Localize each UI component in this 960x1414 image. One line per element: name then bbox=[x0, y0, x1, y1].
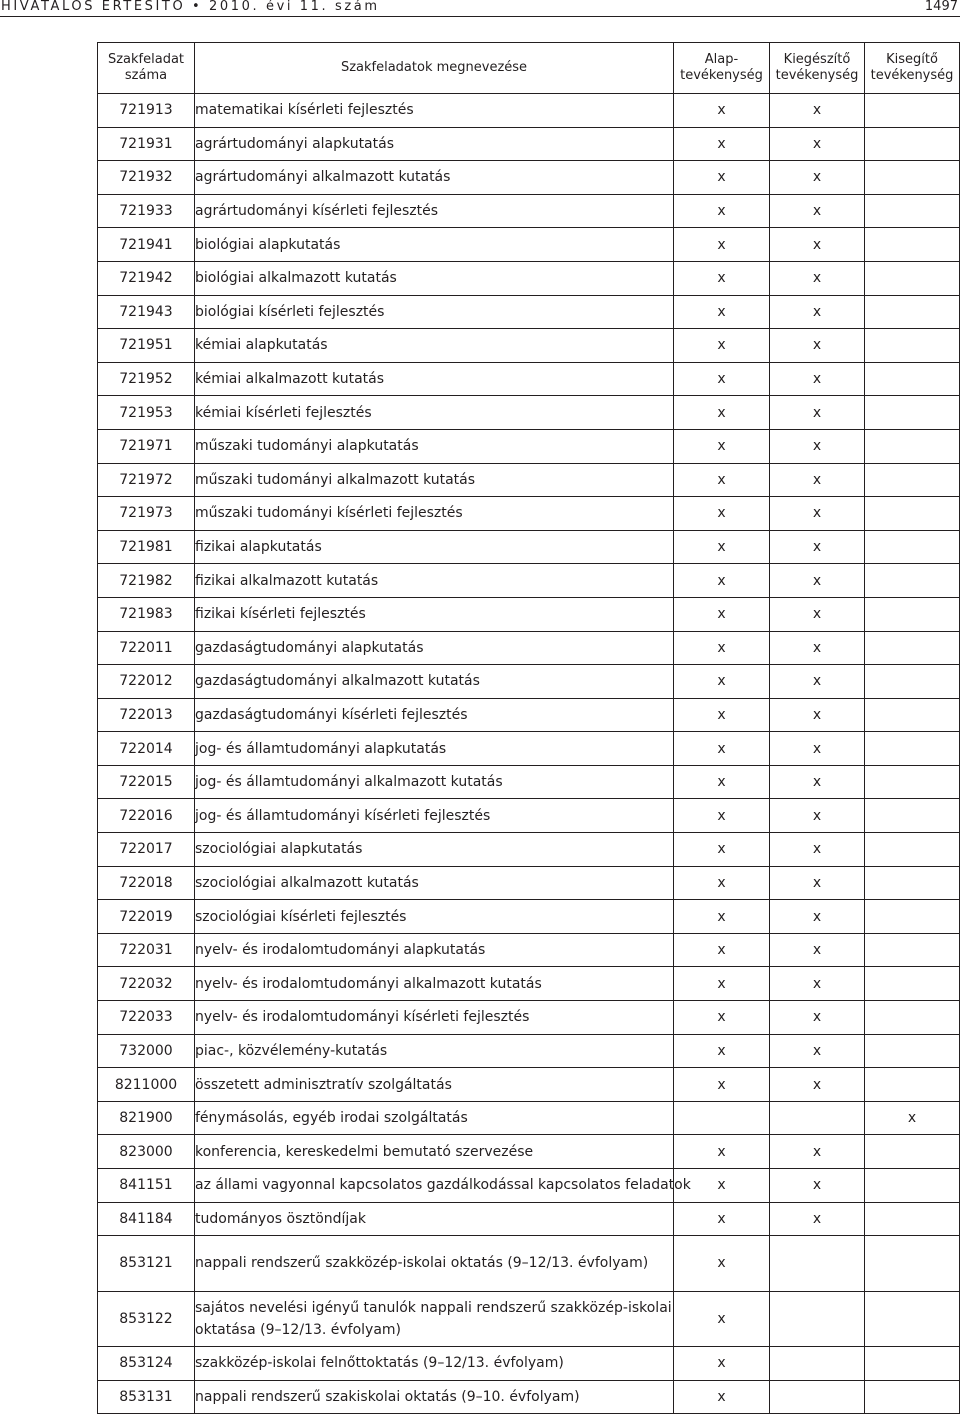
row-auxiliary-mark bbox=[865, 1380, 960, 1414]
row-auxiliary-mark bbox=[865, 765, 960, 799]
row-auxiliary-mark bbox=[865, 194, 960, 228]
row-supplementary-mark: x bbox=[770, 1068, 865, 1102]
table-row bbox=[98, 530, 960, 564]
row-basic-mark: x bbox=[674, 127, 770, 161]
row-supplementary-mark: x bbox=[770, 396, 865, 430]
row-code: 732000 bbox=[98, 1034, 195, 1068]
row-code: 853131 bbox=[98, 1380, 195, 1414]
table-row bbox=[98, 429, 960, 463]
row-code: 8211000 bbox=[98, 1068, 195, 1102]
table-row bbox=[98, 900, 960, 934]
row-basic-mark: x bbox=[674, 900, 770, 934]
row-auxiliary-mark bbox=[865, 1068, 960, 1102]
table-row bbox=[98, 194, 960, 228]
table-row bbox=[98, 161, 960, 195]
column-header-auxiliary: Kisegítő tevékenység bbox=[865, 43, 960, 94]
row-supplementary-mark bbox=[770, 1236, 865, 1292]
row-name: műszaki tudományi kísérleti fejlesztés bbox=[195, 497, 674, 531]
page-number: 1497 bbox=[924, 0, 958, 14]
row-auxiliary-mark bbox=[865, 1034, 960, 1068]
row-supplementary-mark: x bbox=[770, 1001, 865, 1035]
row-code: 721953 bbox=[98, 396, 195, 430]
row-code: 721933 bbox=[98, 194, 195, 228]
row-name: gazdaságtudományi alkalmazott kutatás bbox=[195, 665, 674, 699]
row-name: tudományos ösztöndíjak bbox=[195, 1202, 674, 1236]
row-code: 721973 bbox=[98, 497, 195, 531]
row-auxiliary-mark bbox=[865, 127, 960, 161]
row-supplementary-mark: x bbox=[770, 665, 865, 699]
row-name: agrártudományi kísérleti fejlesztés bbox=[195, 194, 674, 228]
row-basic-mark: x bbox=[674, 329, 770, 363]
row-auxiliary-mark bbox=[865, 429, 960, 463]
row-auxiliary-mark bbox=[865, 497, 960, 531]
row-auxiliary-mark bbox=[865, 295, 960, 329]
row-name: kémiai alkalmazott kutatás bbox=[195, 362, 674, 396]
row-name: agrártudományi alkalmazott kutatás bbox=[195, 161, 674, 195]
row-code: 721942 bbox=[98, 261, 195, 295]
row-basic-mark: x bbox=[674, 799, 770, 833]
row-supplementary-mark: x bbox=[770, 833, 865, 867]
row-code: 821900 bbox=[98, 1101, 195, 1135]
table-row bbox=[98, 866, 960, 900]
row-name: agrártudományi alapkutatás bbox=[195, 127, 674, 161]
row-supplementary-mark: x bbox=[770, 597, 865, 631]
row-basic-mark: x bbox=[674, 530, 770, 564]
row-code: 721951 bbox=[98, 329, 195, 363]
activity-table bbox=[97, 42, 960, 1414]
row-code: 721932 bbox=[98, 161, 195, 195]
table-row bbox=[98, 127, 960, 161]
row-supplementary-mark: x bbox=[770, 967, 865, 1001]
row-code: 722017 bbox=[98, 833, 195, 867]
row-code: 721941 bbox=[98, 228, 195, 262]
row-name: nyelv- és irodalomtudományi alapkutatás bbox=[195, 933, 674, 967]
row-auxiliary-mark bbox=[865, 228, 960, 262]
row-basic-mark: x bbox=[674, 295, 770, 329]
row-auxiliary-mark bbox=[865, 161, 960, 195]
row-basic-mark: x bbox=[674, 765, 770, 799]
table-row bbox=[98, 1135, 960, 1169]
row-basic-mark: x bbox=[674, 597, 770, 631]
row-basic-mark: x bbox=[674, 362, 770, 396]
table-row bbox=[98, 799, 960, 833]
row-code: 722032 bbox=[98, 967, 195, 1001]
row-supplementary-mark bbox=[770, 1380, 865, 1414]
row-name: sajátos nevelési igényű tanulók nappali rendszerű szakközép-iskolai oktatása (9–12/13. évfolyam) bbox=[195, 1291, 674, 1347]
row-name: jog- és államtudományi kísérleti fejlesztés bbox=[195, 799, 674, 833]
row-code: 721981 bbox=[98, 530, 195, 564]
row-supplementary-mark: x bbox=[770, 1202, 865, 1236]
row-code: 721943 bbox=[98, 295, 195, 329]
row-auxiliary-mark bbox=[865, 261, 960, 295]
row-auxiliary-mark bbox=[865, 329, 960, 363]
row-name: jog- és államtudományi alapkutatás bbox=[195, 732, 674, 766]
row-basic-mark: x bbox=[674, 94, 770, 128]
table-row bbox=[98, 1347, 960, 1381]
table-row bbox=[98, 765, 960, 799]
row-supplementary-mark: x bbox=[770, 429, 865, 463]
row-code: 721931 bbox=[98, 127, 195, 161]
table-row bbox=[98, 698, 960, 732]
column-header-code: Szakfeladat száma bbox=[98, 43, 195, 94]
row-code: 722011 bbox=[98, 631, 195, 665]
row-supplementary-mark: x bbox=[770, 94, 865, 128]
table-row bbox=[98, 1291, 960, 1347]
row-name: kémiai kísérleti fejlesztés bbox=[195, 396, 674, 430]
row-basic-mark: x bbox=[674, 1347, 770, 1381]
column-header-supplementary: Kiegészítő tevékenység bbox=[770, 43, 865, 94]
row-code: 721982 bbox=[98, 564, 195, 598]
row-name: műszaki tudományi alapkutatás bbox=[195, 429, 674, 463]
table-row bbox=[98, 1169, 960, 1203]
row-auxiliary-mark bbox=[865, 833, 960, 867]
row-basic-mark: x bbox=[674, 1034, 770, 1068]
row-auxiliary-mark bbox=[865, 631, 960, 665]
row-name: műszaki tudományi alkalmazott kutatás bbox=[195, 463, 674, 497]
row-code: 721913 bbox=[98, 94, 195, 128]
row-name: nyelv- és irodalomtudományi alkalmazott kutatás bbox=[195, 967, 674, 1001]
row-auxiliary-mark bbox=[865, 933, 960, 967]
row-basic-mark: x bbox=[674, 1068, 770, 1102]
row-supplementary-mark bbox=[770, 1101, 865, 1135]
row-auxiliary-mark bbox=[865, 396, 960, 430]
row-name: nappali rendszerű szakiskolai oktatás (9–10. évfolyam) bbox=[195, 1380, 674, 1414]
row-auxiliary-mark bbox=[865, 1169, 960, 1203]
table-header-row bbox=[98, 43, 960, 94]
row-name: biológiai alkalmazott kutatás bbox=[195, 261, 674, 295]
table-row bbox=[98, 665, 960, 699]
row-auxiliary-mark bbox=[865, 1291, 960, 1347]
row-name: szociológiai kísérleti fejlesztés bbox=[195, 900, 674, 934]
row-code: 722012 bbox=[98, 665, 195, 699]
row-code: 841184 bbox=[98, 1202, 195, 1236]
row-code: 721983 bbox=[98, 597, 195, 631]
row-supplementary-mark: x bbox=[770, 497, 865, 531]
row-supplementary-mark: x bbox=[770, 295, 865, 329]
column-header-basic: Alap- tevékenység bbox=[674, 43, 770, 94]
row-basic-mark: x bbox=[674, 1169, 770, 1203]
row-basic-mark: x bbox=[674, 161, 770, 195]
row-code: 721972 bbox=[98, 463, 195, 497]
table-row bbox=[98, 1101, 960, 1135]
row-name: matematikai kísérleti fejlesztés bbox=[195, 94, 674, 128]
row-name: fénymásolás, egyéb irodai szolgáltatás bbox=[195, 1101, 674, 1135]
row-basic-mark: x bbox=[674, 933, 770, 967]
row-name: nappali rendszerű szakközép-iskolai oktatás (9–12/13. évfolyam) bbox=[195, 1236, 674, 1292]
row-basic-mark: x bbox=[674, 665, 770, 699]
row-code: 722018 bbox=[98, 866, 195, 900]
row-supplementary-mark: x bbox=[770, 329, 865, 363]
row-name: konferencia, kereskedelmi bemutató szervezése bbox=[195, 1135, 674, 1169]
row-code: 722031 bbox=[98, 933, 195, 967]
table-row bbox=[98, 967, 960, 1001]
row-auxiliary-mark bbox=[865, 900, 960, 934]
row-name: szociológiai alapkutatás bbox=[195, 833, 674, 867]
row-supplementary-mark: x bbox=[770, 161, 865, 195]
row-supplementary-mark: x bbox=[770, 1135, 865, 1169]
row-code: 823000 bbox=[98, 1135, 195, 1169]
row-name: gazdaságtudományi kísérleti fejlesztés bbox=[195, 698, 674, 732]
row-name: fizikai alapkutatás bbox=[195, 530, 674, 564]
row-basic-mark: x bbox=[674, 1135, 770, 1169]
row-name: biológiai alapkutatás bbox=[195, 228, 674, 262]
row-name: piac-, közvélemény-kutatás bbox=[195, 1034, 674, 1068]
row-code: 853122 bbox=[98, 1291, 195, 1347]
column-header-name: Szakfeladatok megnevezése bbox=[195, 43, 674, 94]
row-supplementary-mark: x bbox=[770, 463, 865, 497]
row-auxiliary-mark bbox=[865, 597, 960, 631]
row-auxiliary-mark bbox=[865, 1001, 960, 1035]
row-name: fizikai kísérleti fejlesztés bbox=[195, 597, 674, 631]
row-basic-mark: x bbox=[674, 429, 770, 463]
row-code: 722019 bbox=[98, 900, 195, 934]
row-supplementary-mark: x bbox=[770, 698, 865, 732]
row-basic-mark: x bbox=[674, 1236, 770, 1292]
table-row bbox=[98, 362, 960, 396]
row-supplementary-mark: x bbox=[770, 1169, 865, 1203]
row-supplementary-mark: x bbox=[770, 933, 865, 967]
table-row bbox=[98, 1001, 960, 1035]
table-row bbox=[98, 329, 960, 363]
row-name: szociológiai alkalmazott kutatás bbox=[195, 866, 674, 900]
row-auxiliary-mark bbox=[865, 1202, 960, 1236]
row-basic-mark: x bbox=[674, 463, 770, 497]
row-basic-mark: x bbox=[674, 1380, 770, 1414]
row-name: jog- és államtudományi alkalmazott kutatás bbox=[195, 765, 674, 799]
row-code: 841151 bbox=[98, 1169, 195, 1203]
journal-title: HIVATALOS ÉRTESÍTŐ • 2010. évi 11. szám bbox=[1, 0, 380, 14]
table-row bbox=[98, 1236, 960, 1292]
row-supplementary-mark: x bbox=[770, 765, 865, 799]
row-auxiliary-mark bbox=[865, 799, 960, 833]
table-row bbox=[98, 732, 960, 766]
row-basic-mark: x bbox=[674, 631, 770, 665]
row-code: 722033 bbox=[98, 1001, 195, 1035]
row-auxiliary-mark bbox=[865, 866, 960, 900]
row-code: 722013 bbox=[98, 698, 195, 732]
table-row bbox=[98, 295, 960, 329]
row-code: 722015 bbox=[98, 765, 195, 799]
row-basic-mark: x bbox=[674, 194, 770, 228]
row-auxiliary-mark bbox=[865, 665, 960, 699]
row-auxiliary-mark bbox=[865, 463, 960, 497]
table-row bbox=[98, 1380, 960, 1414]
row-auxiliary-mark bbox=[865, 1347, 960, 1381]
row-name: fizikai alkalmazott kutatás bbox=[195, 564, 674, 598]
row-auxiliary-mark bbox=[865, 698, 960, 732]
row-auxiliary-mark bbox=[865, 362, 960, 396]
row-basic-mark bbox=[674, 1101, 770, 1135]
row-supplementary-mark: x bbox=[770, 1034, 865, 1068]
row-supplementary-mark: x bbox=[770, 631, 865, 665]
row-supplementary-mark: x bbox=[770, 530, 865, 564]
row-code: 722014 bbox=[98, 732, 195, 766]
row-supplementary-mark bbox=[770, 1291, 865, 1347]
table-row bbox=[98, 597, 960, 631]
row-basic-mark: x bbox=[674, 1291, 770, 1347]
row-name: biológiai kísérleti fejlesztés bbox=[195, 295, 674, 329]
row-auxiliary-mark bbox=[865, 564, 960, 598]
row-code: 853124 bbox=[98, 1347, 195, 1381]
row-name: kémiai alapkutatás bbox=[195, 329, 674, 363]
row-auxiliary-mark bbox=[865, 530, 960, 564]
row-auxiliary-mark bbox=[865, 732, 960, 766]
table-row bbox=[98, 564, 960, 598]
row-auxiliary-mark: x bbox=[865, 1101, 960, 1135]
row-auxiliary-mark bbox=[865, 1135, 960, 1169]
table-row bbox=[98, 463, 960, 497]
table-row bbox=[98, 1034, 960, 1068]
row-supplementary-mark: x bbox=[770, 261, 865, 295]
row-code: 853121 bbox=[98, 1236, 195, 1292]
row-basic-mark: x bbox=[674, 564, 770, 598]
table-row bbox=[98, 94, 960, 128]
row-basic-mark: x bbox=[674, 261, 770, 295]
row-supplementary-mark bbox=[770, 1347, 865, 1381]
row-basic-mark: x bbox=[674, 1001, 770, 1035]
row-auxiliary-mark bbox=[865, 1236, 960, 1292]
row-supplementary-mark: x bbox=[770, 194, 865, 228]
row-supplementary-mark: x bbox=[770, 564, 865, 598]
row-supplementary-mark: x bbox=[770, 362, 865, 396]
row-code: 722016 bbox=[98, 799, 195, 833]
row-supplementary-mark: x bbox=[770, 127, 865, 161]
row-basic-mark: x bbox=[674, 967, 770, 1001]
table-body bbox=[98, 94, 960, 1414]
row-name: gazdaságtudományi alapkutatás bbox=[195, 631, 674, 665]
row-supplementary-mark: x bbox=[770, 866, 865, 900]
row-supplementary-mark: x bbox=[770, 900, 865, 934]
row-supplementary-mark: x bbox=[770, 228, 865, 262]
row-basic-mark: x bbox=[674, 866, 770, 900]
table-row bbox=[98, 396, 960, 430]
table-row bbox=[98, 261, 960, 295]
table-row bbox=[98, 833, 960, 867]
row-name: nyelv- és irodalomtudományi kísérleti fejlesztés bbox=[195, 1001, 674, 1035]
table-row bbox=[98, 631, 960, 665]
row-basic-mark: x bbox=[674, 698, 770, 732]
row-supplementary-mark: x bbox=[770, 732, 865, 766]
row-name: szakközép-iskolai felnőttoktatás (9–12/13. évfolyam) bbox=[195, 1347, 674, 1381]
row-basic-mark: x bbox=[674, 833, 770, 867]
page-header bbox=[0, 0, 960, 14]
table-row bbox=[98, 933, 960, 967]
row-name: összetett adminisztratív szolgáltatás bbox=[195, 1068, 674, 1102]
row-basic-mark: x bbox=[674, 228, 770, 262]
row-supplementary-mark: x bbox=[770, 799, 865, 833]
row-auxiliary-mark bbox=[865, 967, 960, 1001]
row-auxiliary-mark bbox=[865, 94, 960, 128]
row-basic-mark: x bbox=[674, 732, 770, 766]
table-row bbox=[98, 228, 960, 262]
table-row bbox=[98, 1202, 960, 1236]
header-rule bbox=[0, 16, 960, 17]
row-basic-mark: x bbox=[674, 396, 770, 430]
row-basic-mark: x bbox=[674, 1202, 770, 1236]
table-row bbox=[98, 497, 960, 531]
table-row bbox=[98, 1068, 960, 1102]
row-basic-mark: x bbox=[674, 497, 770, 531]
row-code: 721952 bbox=[98, 362, 195, 396]
row-name: az állami vagyonnal kapcsolatos gazdálkodással kapcsolatos feladatok bbox=[195, 1169, 674, 1203]
row-code: 721971 bbox=[98, 429, 195, 463]
